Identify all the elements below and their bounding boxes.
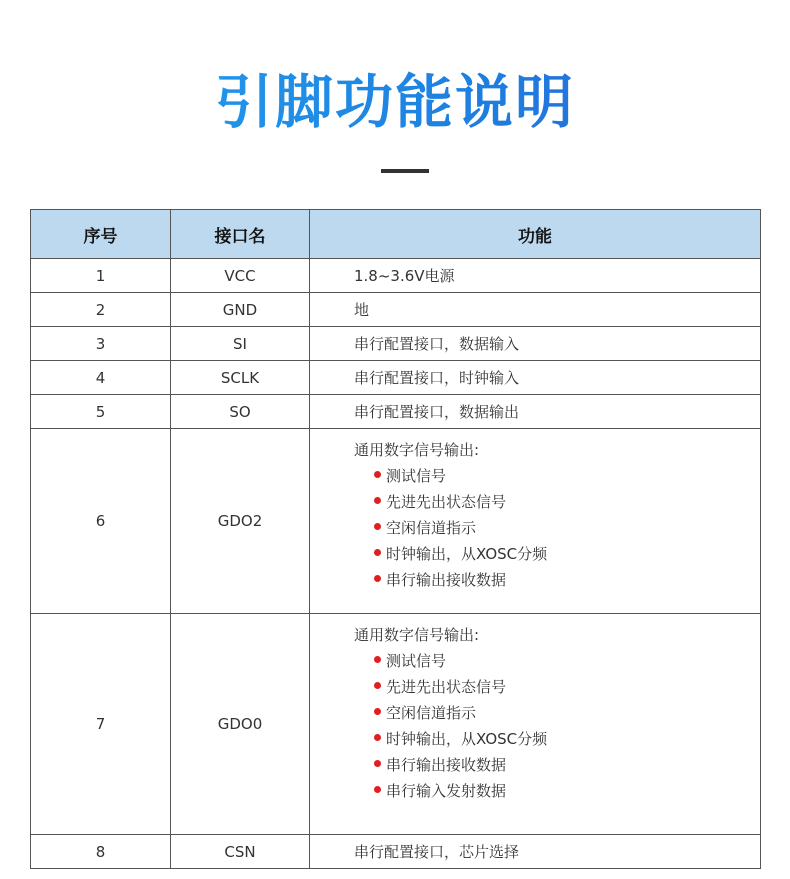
page-title: 引脚功能说明	[0, 62, 790, 142]
bullet-dot-icon	[374, 549, 381, 556]
bullet-dot-icon	[374, 471, 381, 478]
pin-name: GDO2	[171, 429, 310, 614]
pin-name: CSN	[171, 835, 310, 869]
pin-name: SO	[171, 395, 310, 429]
table-row	[31, 327, 761, 361]
pin-function: 1.8~3.6V电源	[310, 259, 761, 293]
list-item-text: 时钟输出，从XOSC分频	[386, 730, 548, 748]
list-item-text: 串行输出接收数据	[386, 571, 507, 589]
list-item-text: 测试信号	[386, 467, 447, 485]
pin-number: 5	[31, 395, 171, 429]
list-item	[374, 648, 760, 674]
pin-function: 串行配置接口，芯片选择	[310, 835, 761, 869]
function-heading: 通用数字信号输出:	[354, 441, 480, 459]
bullet-dot-icon	[374, 575, 381, 582]
function-bullet-list	[354, 463, 760, 593]
bullet-dot-icon	[374, 760, 381, 767]
bullet-dot-icon	[374, 497, 381, 504]
pin-number: 1	[31, 259, 171, 293]
pin-name: VCC	[171, 259, 310, 293]
pin-name: GDO0	[171, 614, 310, 835]
list-item-text: 时钟输出，从XOSC分频	[386, 545, 548, 563]
pin-function-table	[30, 209, 761, 869]
pin-number: 4	[31, 361, 171, 395]
function-bullet-list	[354, 648, 760, 804]
table-header-row	[31, 210, 761, 259]
list-item	[374, 567, 760, 593]
header-number: 序号	[31, 210, 171, 259]
list-item-text: 先进先出状态信号	[386, 678, 507, 696]
function-heading: 通用数字信号输出:	[354, 626, 480, 644]
pin-function: 串行配置接口，数据输出	[310, 395, 761, 429]
list-item-text: 串行输入发射数据	[386, 782, 507, 800]
bullet-dot-icon	[374, 786, 381, 793]
pin-function: 串行配置接口，时钟输入	[310, 361, 761, 395]
list-item	[374, 489, 760, 515]
table-row	[31, 614, 761, 835]
list-item-text: 空闲信道指示	[386, 704, 477, 722]
list-item-text: 空闲信道指示	[386, 519, 477, 537]
table-row	[31, 835, 761, 869]
list-item	[374, 541, 760, 567]
list-item	[374, 726, 760, 752]
table-row	[31, 361, 761, 395]
header-function: 功能	[310, 210, 761, 259]
pin-function	[310, 429, 761, 614]
table-row	[31, 395, 761, 429]
pin-number: 8	[31, 835, 171, 869]
pin-number: 2	[31, 293, 171, 327]
pin-number: 6	[31, 429, 171, 614]
pin-function: 地	[310, 293, 761, 327]
pin-function	[310, 614, 761, 835]
pin-number: 7	[31, 614, 171, 835]
header-interface-name: 接口名	[171, 210, 310, 259]
bullet-dot-icon	[374, 734, 381, 741]
bullet-dot-icon	[374, 682, 381, 689]
pin-name: SI	[171, 327, 310, 361]
list-item	[374, 752, 760, 778]
list-item-text: 先进先出状态信号	[386, 493, 507, 511]
list-item-text: 测试信号	[386, 652, 447, 670]
table-row	[31, 259, 761, 293]
list-item	[374, 700, 760, 726]
pin-name: SCLK	[171, 361, 310, 395]
pin-number: 3	[31, 327, 171, 361]
pin-function: 串行配置接口，数据输入	[310, 327, 761, 361]
list-item	[374, 463, 760, 489]
table-row	[31, 429, 761, 614]
list-item-text: 串行输出接收数据	[386, 756, 507, 774]
bullet-dot-icon	[374, 708, 381, 715]
table-row	[31, 293, 761, 327]
pin-name: GND	[171, 293, 310, 327]
bullet-dot-icon	[374, 656, 381, 663]
list-item	[374, 674, 760, 700]
list-item	[374, 778, 760, 804]
list-item	[374, 515, 760, 541]
bullet-dot-icon	[374, 523, 381, 530]
title-divider	[381, 169, 429, 173]
